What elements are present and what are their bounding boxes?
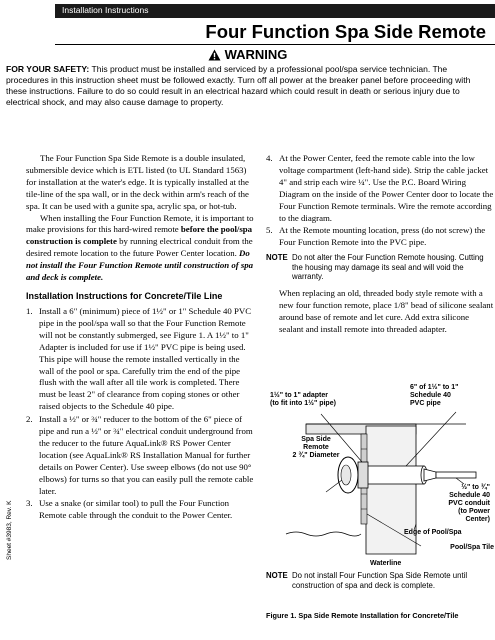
list-item — [266, 153, 494, 224]
intro-p2-b: by running electrical conduit from the desired remote location to the future Power Center location. — [26, 236, 253, 259]
right-column — [266, 153, 494, 336]
label-edge: Edge of Pool/Spa — [404, 529, 462, 536]
list-item — [26, 414, 256, 497]
list-item — [266, 225, 494, 249]
label-waterline: Waterline — [370, 560, 402, 567]
intro-paragraph-1: The Four Function Spa Side Remote is a double insulated, submersible device which is ETL listed (to UL Standard 1563) for installation at the water's edge. It is typically installed at the tile-line of the spa wall, or in the deck within arm's reach of the spa. It can be used with a gunite spa, acrylic spa, or hot-tub. — [26, 153, 249, 211]
warning-lead: FOR YOUR SAFETY: — [6, 64, 90, 74]
step-number: 3. — [26, 498, 33, 509]
intro-p2-bold: before the pool/spa construction is complete — [26, 224, 253, 247]
step-text: Install a ½" or ¾" reducer to the bottom of the 6" piece of pipe and run a ½" or ¾" electrical conduit underground from the reducer to the future AquaLink® RS Power Center location (see AquaLink® RS Installation Manual for further details on Power Center). Use sweep elbows (do not use 90° elbows) for turns so that you can easily pull the remote cable later. — [39, 414, 254, 496]
page-title: Four Function Spa Side Remote — [205, 21, 486, 42]
note-label: NOTE — [266, 571, 288, 580]
sheet-id: Sheet #3983, Rev. K — [6, 500, 13, 560]
replacement-paragraph: When replacing an old, threaded body style remote with a new four function remote, place 1/8" bead of silicone sealant around base of remote and let cure. Add extra silicone sealant and install remote into threaded adapter. — [279, 288, 494, 334]
warning-text — [6, 64, 490, 108]
section-label: Installation Instructions — [62, 5, 149, 15]
step-text: Install a 6" (minimum) piece of 1½" or 1" Schedule 40 PVC pipe in the pool/spa wall so that the Four Function Remote will not be constantly submerged, see Figure 1. A 1½" to 1" Adapter is included for use if 1½" PVC pipe is being used. This pipe will house the remote installed vertically in the wall of the pool or spa. Carefully trim the end of the pipe flush with the wall after all tile work is completed. There must be least 2" of clearance from coping stones or other raised objects to the Schedule 40 pipe. — [39, 305, 252, 412]
label-remote: Spa Side Remote 2 ¾" Diameter — [292, 436, 340, 459]
figure-caption: Figure 1. Spa Side Remote Installation for Concrete/Tile — [266, 611, 459, 620]
left-column — [26, 153, 256, 523]
housing-note — [266, 253, 494, 282]
label-pvc-pipe: 6" of 1½" to 1" Schedule 40 PVC pipe — [410, 384, 459, 407]
warning-body: This product must be installed and serviced by a professional pool/spa service technician. The procedures in this instruction sheet must be followed exactly. Turn off all power at the breaker panel before proceeding with these instructions. Failure to do so could result in an electrical hazard which could result in death or serious injury due to electrical shock, and may also cause damage to property. — [6, 64, 471, 107]
step-number: 2. — [26, 414, 33, 425]
note-text: Do not install Four Function Spa Side Remote until construction of spa and deck is complete. — [292, 571, 468, 590]
warning-triangle-icon — [208, 49, 221, 61]
step-text: Use a snake (or similar tool) to pull the Four Function Remote cable through the conduit to the Power Center. — [39, 498, 233, 521]
intro-p2-warning: Do not install the Four Function Remote until construction of spa and deck is complete. — [26, 248, 254, 283]
note-label: NOTE — [266, 253, 288, 263]
warning-heading-text: WARNING — [224, 47, 288, 62]
label-adapter: 1½" to 1" adapter (to fit into 1½" pipe) — [270, 392, 336, 407]
step-text: At the Remote mounting location, press (do not screw) the Four Function Remote into the PVC pipe. — [279, 225, 486, 248]
step-number: 5. — [266, 225, 273, 236]
figure-note — [266, 571, 494, 590]
step-number: 4. — [266, 153, 273, 163]
note-text: Do not alter the Four Function Remote housing. Cutting the housing may damage its seal and will void the warranty. — [292, 253, 484, 282]
intro-paragraph-2 — [26, 213, 256, 284]
section-heading: Installation Instructions for Concrete/Tile Line — [26, 290, 223, 301]
intro-p2-a: When installing the Four Function Remote, it is important to make provisions for this hard-wired remote — [26, 212, 254, 235]
step-text: At the Power Center, feed the remote cable into the low voltage compartment (left-hand side). Strip the cable jacket 4" and strip each wire ¼". Use the P.C. Board Wiring Diagram on the inside of the Power Center door to locate the Four Function Remote terminals. Wire the remote according to the diagram. — [279, 153, 494, 223]
label-tile: Pool/Spa Tile — [450, 544, 494, 551]
list-item — [26, 498, 256, 522]
steps-list-left — [26, 306, 256, 522]
list-item — [26, 306, 256, 413]
step-number: 1. — [26, 305, 33, 316]
title-divider — [55, 44, 495, 45]
label-conduit: ½" to ¾" Schedule 40 PVC conduit (to Power Center) — [448, 484, 490, 523]
warning-heading — [0, 47, 495, 62]
header-bar — [55, 4, 495, 18]
steps-list-right — [266, 153, 494, 249]
